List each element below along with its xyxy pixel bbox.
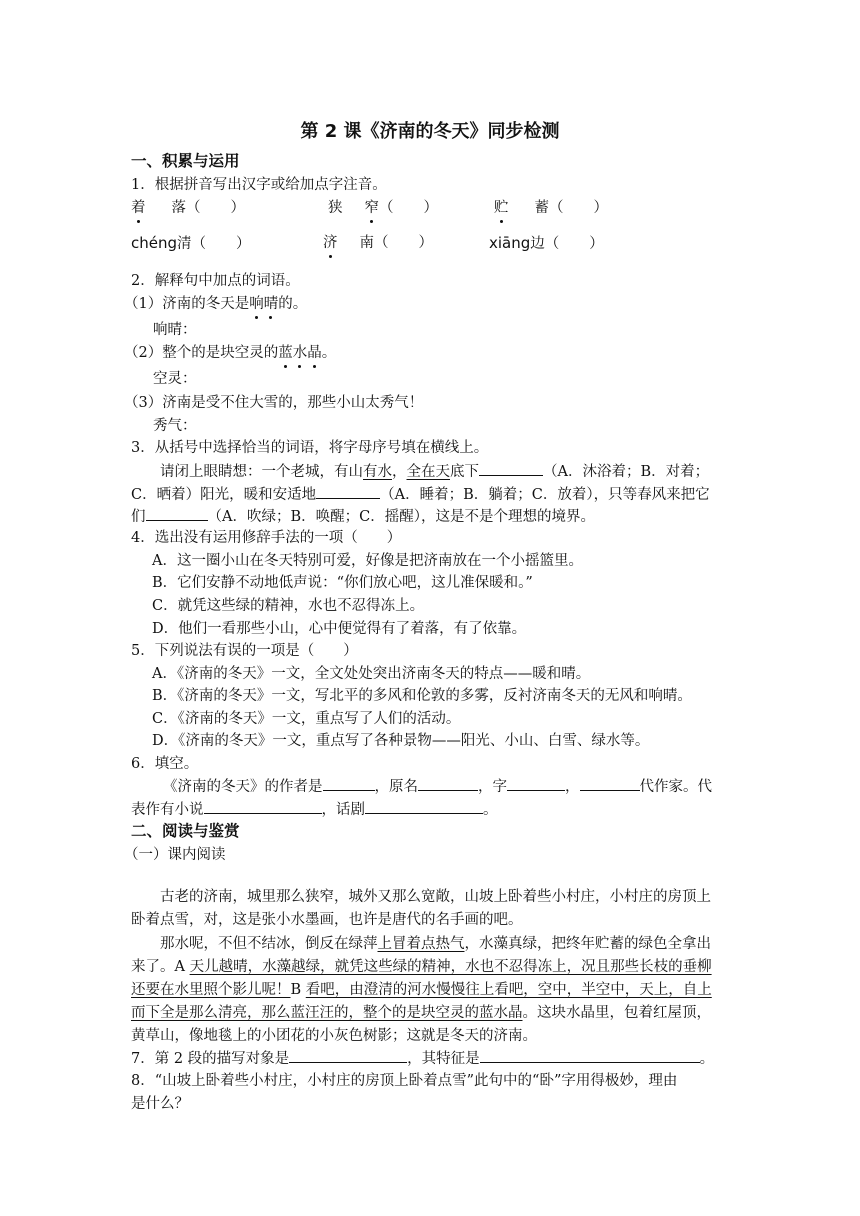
passage-p2-line-1 — [160, 934, 711, 954]
q2-sentence-3: （3）济南是受不住大雪的，那些小山太秀气！ — [124, 395, 424, 411]
q3-l3-text: 们 — [131, 509, 146, 525]
q6-l1-text-3: ，字 — [478, 779, 507, 795]
q6-line-2 — [131, 799, 498, 820]
passage-underlined-a: 天儿越晴，水藻越绿，就凭这些绿的精神，水也不忍得冻上，况且那些长枝的垂柳 — [189, 959, 712, 975]
paren-open: （ — [374, 235, 389, 251]
q6-blank-original-name[interactable] — [418, 776, 478, 791]
q2-s1-dotted-2: 晴 — [263, 296, 279, 312]
q3-blank-1[interactable] — [479, 461, 543, 476]
q6-l1-text: 《济南的冬天》的作者是 — [163, 779, 323, 795]
passage-underlined-a: 还要在水里照个影儿呢！ — [131, 982, 291, 998]
q2-sentence-1 — [124, 294, 307, 314]
q3-stem: 3．从括号中选择恰当的词语，将字母序号填在横线上。 — [131, 440, 489, 456]
q2-s2-end: 。 — [321, 345, 337, 361]
paren-close: ） — [418, 235, 433, 251]
q2-s1-end: 的。 — [278, 296, 308, 312]
paren-open: （ — [549, 200, 564, 216]
passage-text: 那水呢，不但不结冰，倒反在绿萍 — [160, 936, 378, 952]
q5-option-c: C．《济南的冬天》一文，重点写了人们的活动。 — [152, 711, 461, 727]
q1-item-5 — [323, 233, 433, 253]
q3-line-1 — [160, 461, 709, 482]
q1-item-6-pinyin: xiāng — [489, 234, 531, 252]
q3-line-3 — [131, 506, 595, 527]
q1-item-6 — [489, 233, 604, 254]
q3-l2-text: C．晒着）阳光，暖和安适地 — [131, 487, 317, 503]
q1-item-4 — [131, 233, 251, 254]
q1-item-3-char-1: 贮 — [494, 200, 509, 216]
q1-item-1 — [131, 198, 245, 218]
passage-p2-line-2 — [131, 957, 712, 977]
q3-l1-options: （A．沐浴着；B．对着； — [543, 464, 710, 480]
q1-item-3-char-2: 蓄 — [534, 200, 549, 216]
passage-text: B — [290, 982, 306, 998]
q7-blank-object[interactable] — [289, 1048, 407, 1063]
q1-stem: 1．根据拼音写出汉字或给加点字注音。 — [131, 177, 387, 193]
q3-l1-text: 请闭上眼睛想：一个老城，有山 — [160, 464, 363, 480]
q4-stem: 4．选出没有运用修辞手法的一项（ ） — [131, 530, 402, 546]
q1-item-6-char: 边 — [530, 236, 545, 252]
q2-s2-dotted-1: 蓝 — [278, 345, 293, 361]
q6-l1-text-2: ，原名 — [374, 779, 418, 795]
q6-l2-end: 。 — [483, 802, 498, 818]
passage-underlined-b: 看吧，由澄清的河水慢慢往上看吧，空中，半空中，天上，自上 — [305, 982, 712, 998]
q7-blank-feature[interactable] — [480, 1048, 700, 1063]
q7-text: 7．第 2 段的描写对象是 — [131, 1051, 290, 1067]
q2-s2-dotted-2: 水 — [292, 345, 308, 361]
q1-item-1-char-2: 落 — [171, 200, 186, 216]
q6-l1-text-4: ， — [565, 779, 580, 795]
q6-blank-courtesy-name[interactable] — [507, 776, 565, 791]
q2-s2-dotted-3: 晶 — [307, 345, 322, 361]
q2-stem: 2．解释句中加点的词语。 — [131, 273, 300, 289]
passage-text: 来了。A — [131, 959, 190, 975]
passage-p1-line-1: 古老的济南，城里那么狭窄，城外又那么宽敞，山坡上卧着些小村庄，小村庄的房顶上 — [160, 889, 711, 905]
q1-item-4-char: 清 — [177, 236, 192, 252]
q5-stem: 5．下列说法有误的一项是（ ） — [131, 643, 358, 659]
passage-p2-line-5: 黄草山，像地毯上的小团花的小灰色树影；这就是冬天的济南。 — [131, 1028, 537, 1044]
q4-option-a: A．这一圈小山在冬天特别可爱，好像是把济南放在一个小摇篮里。 — [152, 553, 583, 569]
q2-s1-dotted-1: 响 — [249, 296, 264, 312]
paren-close: ） — [423, 200, 438, 216]
q3-line-2 — [131, 484, 710, 505]
q7-end: 。 — [699, 1051, 715, 1067]
passage-p2-line-4 — [131, 1003, 711, 1023]
q1-item-1-char-1: 着 — [131, 200, 146, 216]
q1-item-5-char-2: 南 — [359, 235, 374, 251]
paren-close: ） — [593, 200, 608, 216]
q6-l2-text: 表作有小说 — [131, 802, 204, 818]
q3-l2-options: （A．睡着；B．躺着；C．放着），只等春风来把它 — [380, 487, 710, 503]
q3-blank-3[interactable] — [146, 506, 208, 521]
q4-option-c: C．就凭这些绿的精神，水也不忍得冻上。 — [152, 598, 425, 614]
paren-close: ） — [236, 236, 251, 252]
paren-close: ） — [230, 200, 245, 216]
paren-open: （ — [379, 200, 394, 216]
q6-blank-author[interactable] — [323, 776, 375, 791]
paren-open: （ — [191, 236, 207, 252]
q6-stem: 6．填空。 — [131, 756, 199, 772]
q2-s2-text: （2）整个的是块空灵的 — [124, 345, 279, 361]
q6-l1-text-5: 代作家。代 — [639, 779, 712, 795]
passage-p1-line-2: 卧着点雪，对，这是张小水墨画，也许是唐代的名手画的吧。 — [131, 912, 523, 928]
q3-blank-2[interactable] — [316, 484, 380, 499]
q7-line — [131, 1048, 714, 1069]
q2-answer-3: 秀气： — [153, 418, 197, 434]
section-heading-1: 一、积累与运用 — [131, 152, 240, 170]
q6-blank-drama[interactable] — [365, 799, 483, 814]
q3-l1-underlined-1: 有水 — [363, 464, 392, 480]
q6-l2-text-2: ，话剧 — [321, 802, 365, 818]
paren-open: （ — [544, 236, 560, 252]
passage-underlined-b: 而下全是那么清亮，那么蓝汪汪的，整个的是块空灵的蓝水晶 — [131, 1005, 523, 1021]
q1-item-2 — [328, 198, 438, 218]
q4-option-d: D．他们一看那些小山，心中便觉得有了着落，有了依靠。 — [152, 621, 527, 637]
paren-open: （ — [186, 200, 201, 216]
q3-l1-underlined-2: 全在天 — [406, 464, 450, 480]
passage-p2-line-3 — [131, 980, 712, 1000]
q3-l1-comma: ， — [392, 464, 407, 480]
q8-line-1: 8．“山坡上卧着些小村庄，小村庄的房顶上卧着点雪”此句中的“卧”字用得极妙，理由 — [131, 1073, 678, 1089]
q2-answer-1: 响晴： — [153, 322, 197, 338]
q7-text-2: ，其特征是 — [407, 1051, 480, 1067]
q5-option-b: B．《济南的冬天》一文，写北平的多风和伦敦的多雾，反衬济南冬天的无风和响晴。 — [152, 688, 692, 704]
q5-option-d: D．《济南的冬天》一文，重点写了各种景物——阳光、小山、白雪、绿水等。 — [152, 733, 650, 749]
subsection-heading: （一）课内阅读 — [124, 847, 226, 863]
passage-text: ，水藻真绿，把终年贮蓄的绿色全拿出 — [464, 936, 711, 952]
q3-l3-options: （A．吹绿；B．唤醒；C．摇醒），这是不是个理想的境界。 — [207, 509, 595, 525]
q2-answer-2: 空灵： — [153, 371, 197, 387]
page-title: 第 2 课《济南的冬天》同步检测 — [300, 121, 560, 142]
q1-item-2-char-1: 狭 — [328, 200, 343, 216]
q4-option-b: B．它们安静不动地低声说：“你们放心吧，这儿准保暖和。” — [152, 575, 533, 591]
q6-line-1 — [163, 776, 712, 797]
q1-item-3 — [494, 198, 608, 218]
q2-s1-text: （1）济南的冬天是 — [124, 296, 250, 312]
passage-underlined: 上冒着点热气 — [377, 936, 465, 952]
q1-item-5-char-1: 济 — [323, 235, 338, 251]
q6-blank-era[interactable] — [580, 776, 640, 791]
paren-close: ） — [589, 236, 604, 252]
q1-item-2-char-2: 窄 — [364, 200, 379, 216]
q2-sentence-2 — [124, 343, 336, 363]
passage-text: 。这块水晶里，包着红屋顶， — [522, 1005, 711, 1021]
q5-option-a: A．《济南的冬天》一文，全文处处突出济南冬天的特点——暖和晴。 — [152, 666, 591, 682]
q3-l1-text-2: 底下 — [450, 464, 479, 480]
q1-item-4-pinyin: chéng — [131, 234, 178, 252]
q8-line-2: 是什么？ — [131, 1096, 189, 1112]
q6-blank-novel[interactable] — [204, 799, 322, 814]
section-heading-2: 二、阅读与鉴赏 — [131, 822, 240, 840]
